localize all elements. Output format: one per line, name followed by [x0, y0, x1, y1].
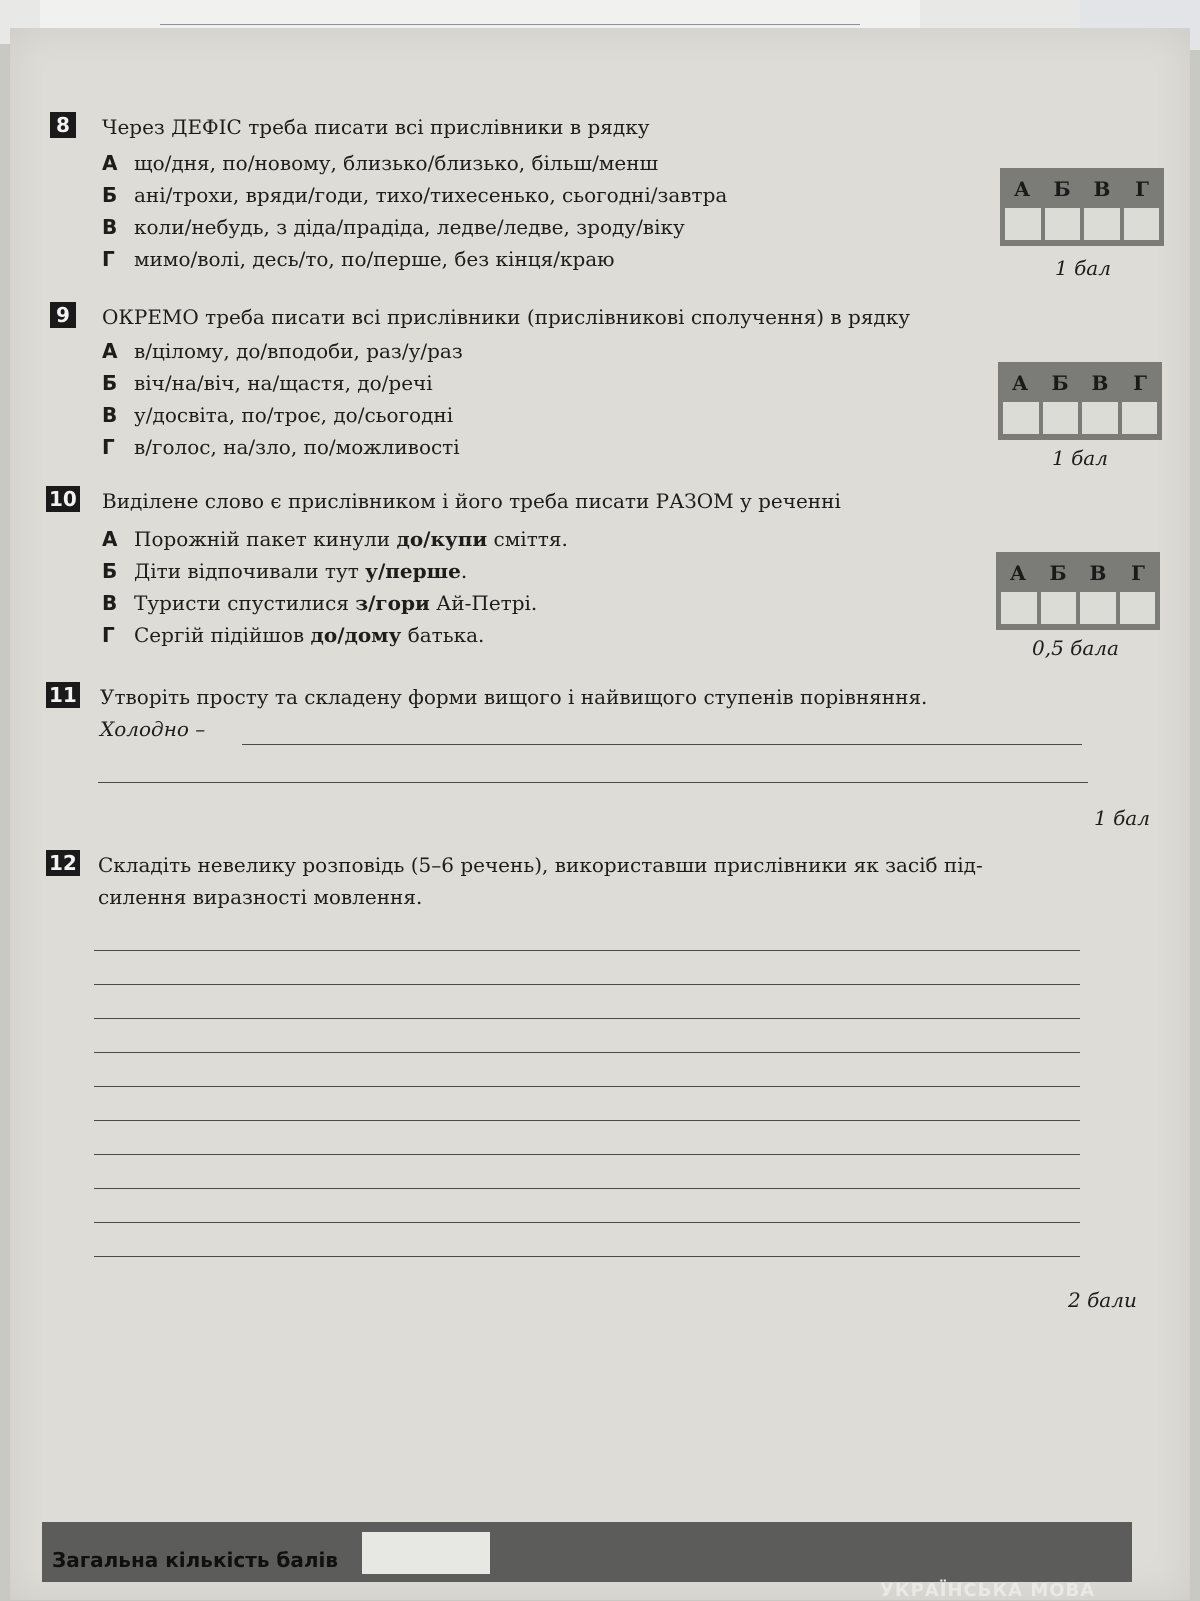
- answer-cell-d[interactable]: [1120, 592, 1156, 624]
- total-score-label: Загальна кількість балів: [52, 1548, 339, 1572]
- question-text: ОКРЕМО треба писати всі прислівники (прислівникові сполучення) в рядку: [102, 305, 911, 329]
- answer-line[interactable]: [94, 1256, 1080, 1257]
- answer-cell-d[interactable]: [1124, 208, 1160, 240]
- prompt-word: Холодно –: [100, 717, 206, 741]
- answer-line[interactable]: [94, 1086, 1080, 1087]
- total-score-field[interactable]: [362, 1532, 490, 1574]
- answer-cell-c[interactable]: [1084, 208, 1120, 240]
- background-rule: [160, 24, 860, 25]
- option-c[interactable]: В Туристи спустилися з/гори Ай-Петрі.: [102, 591, 538, 615]
- answer-cell-b[interactable]: [1043, 402, 1079, 434]
- answer-cell-a[interactable]: [1003, 402, 1039, 434]
- question-number: 10: [46, 486, 80, 512]
- question-text: Складіть невелику розповідь (5–6 речень), використавши прислівники як засіб під-: [98, 853, 983, 877]
- score-label: 1 бал: [1052, 446, 1108, 470]
- option-d[interactable]: Г в/голос, на/зло, по/можливості: [102, 435, 460, 459]
- option-b[interactable]: Б ані/трохи, вряди/годи, тихо/тихесенько, сьогодні/завтра: [102, 183, 728, 207]
- option-b[interactable]: Б віч/на/віч, на/щастя, до/речі: [102, 371, 433, 395]
- score-label: 2 бали: [1068, 1288, 1137, 1312]
- option-a[interactable]: А Порожній пакет кинули до/купи сміття.: [102, 527, 568, 551]
- option-a[interactable]: А в/цілому, до/вподоби, раз/у/раз: [102, 339, 463, 363]
- worksheet-page: [10, 28, 1190, 1600]
- question-text: Виділене слово є прислівником і його треба писати РАЗОМ у реченні: [102, 489, 841, 513]
- option-d[interactable]: Г мимо/волі, десь/то, по/перше, без кінця/краю: [102, 247, 615, 271]
- question-number: 9: [50, 302, 76, 328]
- question-number: 8: [50, 112, 76, 138]
- answer-line[interactable]: [98, 782, 1088, 783]
- answer-line[interactable]: [94, 1120, 1080, 1121]
- answer-line[interactable]: [94, 984, 1080, 985]
- answer-cell-c[interactable]: [1080, 592, 1116, 624]
- answer-cell-b[interactable]: [1041, 592, 1077, 624]
- option-b[interactable]: Б Діти відпочивали тут у/перше.: [102, 559, 468, 583]
- option-c[interactable]: В коли/небудь, з діда/прадіда, ледве/ледве, зроду/віку: [102, 215, 685, 239]
- question-text: Через ДЕФІС треба писати всі прислівники в рядку: [102, 115, 650, 139]
- subject-title: УКРАЇНСЬКА МОВА: [880, 1580, 1096, 1601]
- answer-cell-d[interactable]: [1122, 402, 1158, 434]
- answer-grid: А Б В Г: [1000, 168, 1164, 246]
- question-text-continued: силення виразності мовлення.: [98, 885, 423, 909]
- score-label: 1 бал: [1055, 256, 1111, 280]
- question-number: 12: [46, 850, 80, 876]
- answer-cell-a[interactable]: [1005, 208, 1041, 240]
- answer-line[interactable]: [94, 1018, 1080, 1019]
- answer-line[interactable]: [94, 1154, 1080, 1155]
- option-d[interactable]: Г Сергій підійшов до/дому батька.: [102, 623, 485, 647]
- option-c[interactable]: В у/досвіта, по/троє, до/сьогодні: [102, 403, 454, 427]
- score-label: 1 бал: [1094, 806, 1150, 830]
- answer-line[interactable]: [94, 950, 1080, 951]
- answer-line[interactable]: [94, 1052, 1080, 1053]
- question-text: Утворіть просту та складену форми вищого і найвищого ступенів порівняння.: [100, 685, 928, 709]
- answer-cell-c[interactable]: [1082, 402, 1118, 434]
- answer-line[interactable]: [242, 744, 1082, 745]
- answer-grid: А Б В Г: [996, 552, 1160, 630]
- option-a[interactable]: А що/дня, по/новому, близько/близько, більш/менш: [102, 151, 659, 175]
- answer-cell-a[interactable]: [1001, 592, 1037, 624]
- answer-line[interactable]: [94, 1222, 1080, 1223]
- answer-line[interactable]: [94, 1188, 1080, 1189]
- score-label: 0,5 бала: [1032, 636, 1119, 660]
- question-number: 11: [46, 682, 80, 708]
- answer-cell-b[interactable]: [1045, 208, 1081, 240]
- answer-grid: А Б В Г: [998, 362, 1162, 440]
